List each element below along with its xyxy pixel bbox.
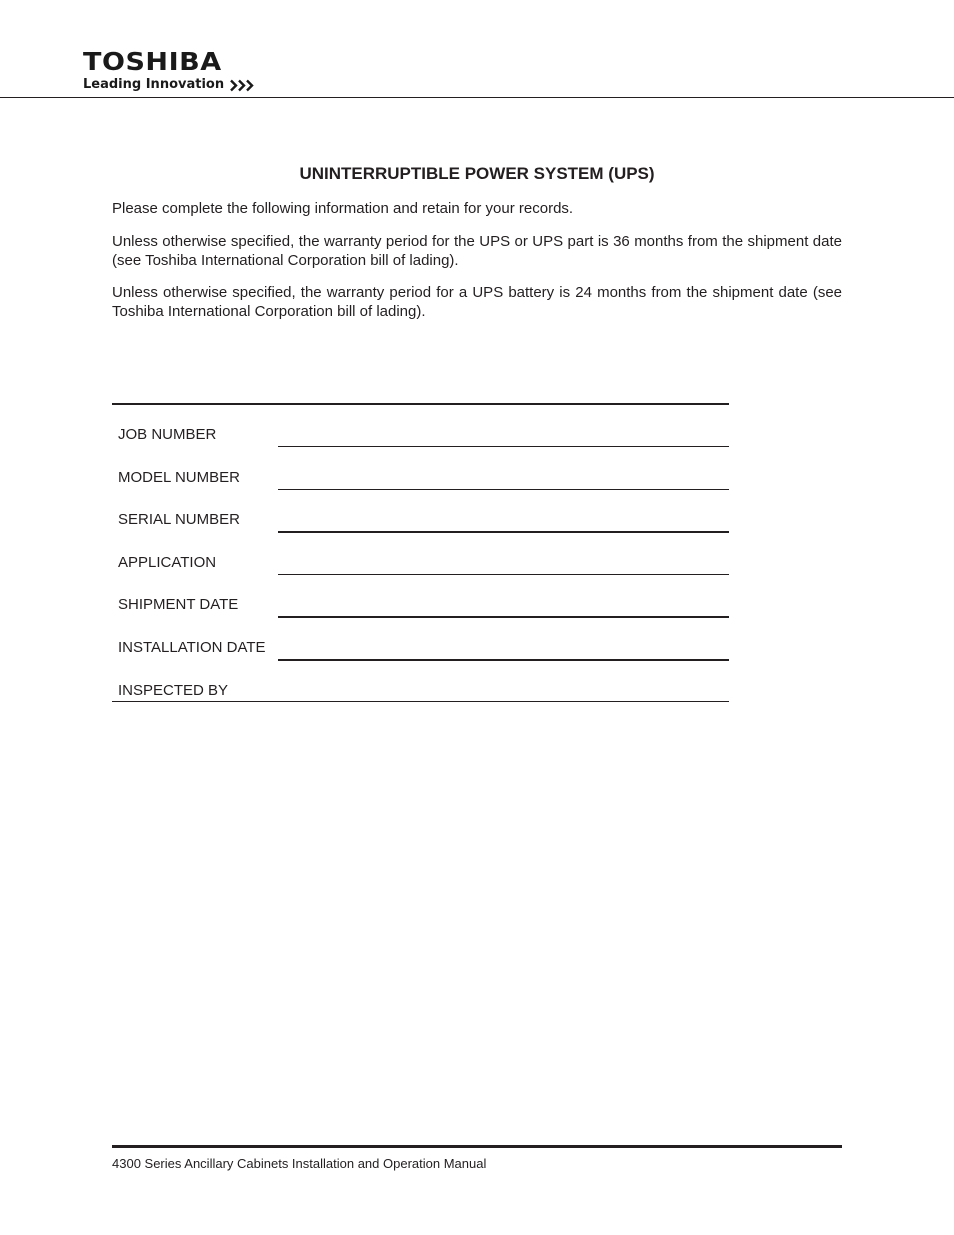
- triple-chevron-right-icon: [230, 79, 256, 92]
- intro-paragraph: Please complete the following information and retain for your records.: [112, 200, 574, 217]
- tagline-text: Leading Innovation: [83, 77, 225, 92]
- application-field[interactable]: [278, 574, 729, 575]
- inspected-by-label: INSPECTED BY: [118, 682, 229, 699]
- serial-number-label: SERIAL NUMBER: [118, 511, 240, 528]
- job-number-field[interactable]: [278, 446, 729, 447]
- application-label: APPLICATION: [118, 554, 217, 571]
- installation-date-label: INSTALLATION DATE: [118, 639, 266, 656]
- battery-warranty-paragraph: Unless otherwise specified, the warranty period for a UPS battery is 24 months from the shipment date (see Toshiba International Corporation bill of lading).: [112, 284, 842, 320]
- footer-manual-title: 4300 Series Ancillary Cabinets Installation and Operation Manual: [112, 1156, 487, 1171]
- document-title: UNINTERRUPTIBLE POWER SYSTEM (UPS): [299, 164, 655, 183]
- installation-date-field[interactable]: [278, 659, 729, 661]
- record-form: [112, 403, 729, 703]
- shipment-date-field[interactable]: [278, 616, 729, 618]
- model-number-label: MODEL NUMBER: [118, 469, 240, 486]
- header-divider: [0, 97, 954, 98]
- job-number-label: JOB NUMBER: [118, 426, 217, 443]
- page-header: [0, 0, 954, 98]
- tagline: [83, 77, 256, 93]
- serial-number-field[interactable]: [278, 531, 729, 533]
- shipment-date-label: SHIPMENT DATE: [118, 596, 239, 613]
- inspected-by-field[interactable]: [112, 701, 729, 702]
- footer-divider: [112, 1145, 842, 1148]
- ups-warranty-paragraph: Unless otherwise specified, the warranty period for the UPS or UPS part is 36 months from the shipment date (see Toshiba International Corporation bill of lading).: [112, 233, 842, 269]
- toshiba-logo: TOSHIBA: [83, 47, 222, 76]
- form-top-rule: [112, 403, 729, 405]
- model-number-field[interactable]: [278, 489, 729, 490]
